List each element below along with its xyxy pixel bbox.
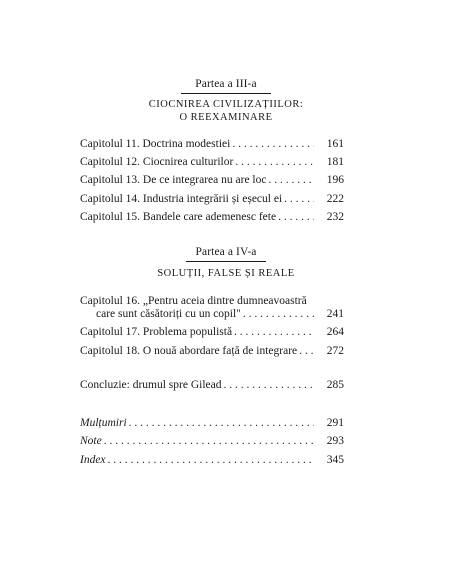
toc-entry-label: Capitolul 14. Industria integrării și eșecul ei	[80, 193, 283, 205]
leader-dots	[243, 307, 314, 321]
toc-entry[interactable]	[96, 307, 344, 321]
toc-entry-page: 291	[326, 417, 344, 429]
part-divider	[181, 93, 271, 94]
leader-dots	[232, 137, 314, 151]
toc-entry-label: Capitolul 15. Bandele care ademenesc fete	[80, 211, 277, 223]
part-title: Partea a III-a	[195, 78, 257, 90]
toc-entry-page: 181	[326, 156, 344, 168]
leader-dots	[234, 325, 314, 339]
leader-dots	[108, 453, 314, 467]
toc-entry-page: 241	[326, 308, 344, 320]
toc-entry-label: Mulțumiri	[80, 417, 127, 429]
toc-entry-label: Capitolul 13. De ce integrarea nu are loc	[80, 174, 267, 186]
leader-dots	[129, 416, 314, 430]
leader-dots	[104, 434, 314, 448]
toc-entry-label: Concluzie: drumul spre Gilead	[80, 379, 222, 391]
toc-entry[interactable]	[80, 192, 344, 206]
leader-dots	[268, 173, 314, 187]
toc-entry[interactable]	[80, 173, 344, 187]
toc-entry-label: Capitolul 11. Doctrina modestiei	[80, 138, 231, 150]
toc-entry-page: 161	[326, 138, 344, 150]
toc-entry-label: Index	[80, 454, 106, 466]
part-title: Partea a IV-a	[195, 246, 257, 258]
toc-entry-label: Capitolul 18. O nouă abordare față de integrare	[80, 345, 298, 357]
toc-entry[interactable]	[80, 325, 344, 339]
toc-entry-page: 232	[326, 211, 344, 223]
toc-entry-conclusion[interactable]	[80, 378, 344, 392]
toc-entry-page: 272	[326, 345, 344, 357]
toc-entry-label: care sunt căsătoriți cu un copil"	[96, 308, 241, 320]
leader-dots	[284, 192, 314, 206]
section-title: SOLUȚII, FALSE ȘI REALE	[157, 268, 295, 279]
toc-entry-label: Capitolul 17. Problema populistă	[80, 326, 233, 338]
toc-entry-label: Note	[80, 435, 102, 447]
toc-entry-index[interactable]	[80, 453, 344, 467]
part-divider	[186, 261, 266, 262]
toc-entry[interactable]	[80, 137, 344, 151]
toc-entry[interactable]	[80, 155, 344, 169]
toc-entry-label: Capitolul 12. Ciocnirea culturilor	[80, 156, 234, 168]
toc-entry-page: 293	[326, 435, 344, 447]
toc-entry-acknowledgements[interactable]	[80, 416, 344, 430]
toc-entry-notes[interactable]	[80, 434, 344, 448]
toc-entry-page: 285	[326, 379, 344, 391]
toc-entry[interactable]	[80, 210, 344, 224]
toc-entry-page: 196	[326, 174, 344, 186]
toc-entry-page: 345	[326, 454, 344, 466]
leader-dots	[223, 378, 314, 392]
toc-entry-page: 264	[326, 326, 344, 338]
toc-entry-page: 222	[326, 193, 344, 205]
toc-entry-label[interactable]: Capitolul 16. „Pentru aceia dintre dumneavoastră	[80, 295, 307, 307]
leader-dots	[278, 210, 314, 224]
toc-entry[interactable]	[80, 344, 344, 358]
section-title: O REEXAMINARE	[179, 112, 273, 123]
leader-dots	[299, 344, 314, 358]
section-title: CIOCNIREA CIVILIZAȚIILOR:	[148, 99, 304, 110]
leader-dots	[235, 155, 314, 169]
